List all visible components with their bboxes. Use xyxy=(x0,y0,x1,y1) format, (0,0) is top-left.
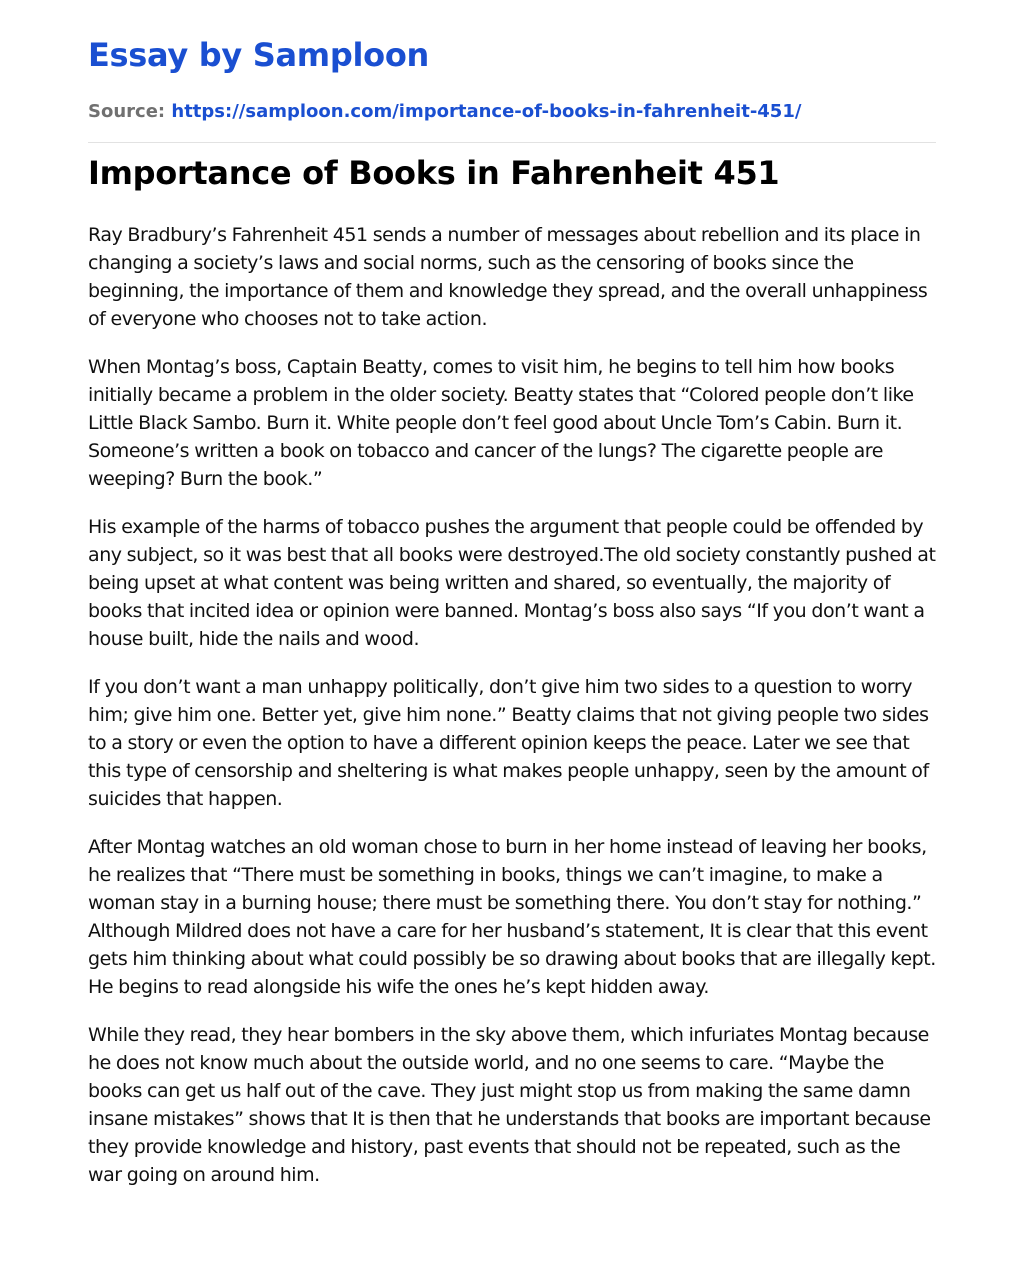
paragraph: While they read, they hear bombers in the sky above them, which infuriates Montag because he does not know much about the outside world, and no one seems to care. “Maybe the books can get us half out of the cave. They just might stop us from making the same damn insane mistakes” shows that It is then that he understands that books are important because they provide knowledge and history, past events that should not be repeated, such as the war going on around him. xyxy=(88,1024,931,1186)
paragraph: When Montag’s boss, Captain Beatty, comes to visit him, he begins to tell him how books initially became a problem in the older society. Beatty states that “Colored people don’t like Little Black Sambo. Burn it. White people don’t feel good about Uncle Tom’s Cabin. Burn it. Someone’s written a book on tobacco and cancer of the lungs? The cigarette people are weeping? Burn the book.” xyxy=(88,356,914,490)
essay-body xyxy=(88,221,938,1209)
source-link[interactable]: https://samploon.com/importance-of-books-in-fahrenheit-451/ xyxy=(171,101,802,122)
source-line xyxy=(88,101,801,122)
essay-title: Importance of Books in Fahrenheit 451 xyxy=(88,154,780,192)
paragraph: If you don’t want a man unhappy politically, don’t give him two sides to a question to worry him; give him one. Better yet, give him none.” Beatty claims that not giving people two sides to a story or even the option to have a different opinion keeps the peace. Later we see that this type of censorship and sheltering is what makes people unhappy, seen by the amount of suicides that happen. xyxy=(88,676,929,810)
source-label: Source: xyxy=(88,101,166,122)
paragraph: Ray Bradbury’s Fahrenheit 451 sends a number of messages about rebellion and its place in changing a society’s laws and social norms, such as the censoring of books since the beginning, the importance of them and knowledge they spread, and the overall unhappiness of everyone who chooses not to take action. xyxy=(88,224,928,330)
paragraph: His example of the harms of tobacco pushes the argument that people could be offended by any subject, so it was best that all books were destroyed.The old society constantly pushed at being upset at what content was being written and shared, so eventually, the majority of books that incited idea or opinion were banned. Montag’s boss also says “If you don’t want a house built, hide the nails and wood. xyxy=(88,516,936,650)
header-divider xyxy=(88,142,936,143)
paragraph: After Montag watches an old woman chose to burn in her home instead of leaving her books, he realizes that “There must be something in books, things we can’t imagine, to make a woman stay in a burning house; there must be something there. You don’t stay for nothing.” Although Mildred does not have a care for her husband’s statement, It is clear that this event gets him thinking about what could possibly be so drawing about books that are illegally kept. He begins to read alongside his wife the ones he’s kept hidden away. xyxy=(88,836,936,998)
site-title: Essay by Samploon xyxy=(88,36,429,74)
